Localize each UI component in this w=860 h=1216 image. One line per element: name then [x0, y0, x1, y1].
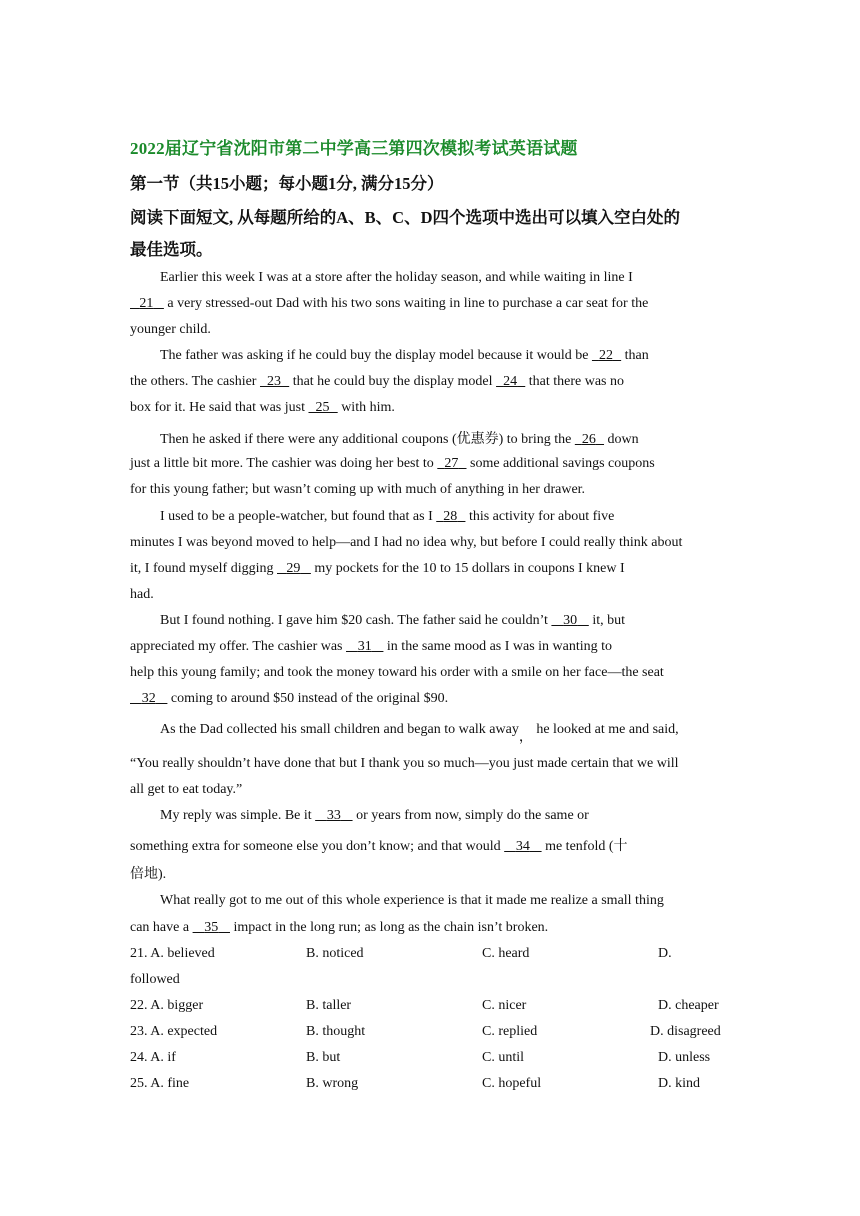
blank-33: 33	[326, 808, 341, 823]
passage-line: just a little bit more. The cashier was doing her best to 27 some additional savings coupons	[130, 456, 655, 471]
option-a: 23. A. expected	[130, 1024, 218, 1039]
passage-line: something extra for someone else you don’t know; and that would 34 me tenfold (十	[130, 839, 628, 854]
blank-35: 35	[204, 920, 219, 935]
option-a: 24. A. if	[130, 1050, 176, 1065]
passage-line: I used to be a people-watcher, but found that as I 28 this activity for about five	[160, 509, 615, 524]
blank-22: 22	[598, 348, 613, 363]
instruction-line-2: 最佳选项。	[130, 240, 213, 259]
option-a: 21. A. believed	[130, 946, 215, 961]
option-c: C. until	[482, 1050, 525, 1065]
option-d: D. disagreed	[650, 1024, 721, 1039]
passage-line: it, I found myself digging 29 my pockets for the 10 to 15 dollars in coupons I knew I	[130, 561, 625, 576]
passage-line: minutes I was beyond moved to help—and I had no idea why, but before I could really think about	[130, 535, 683, 550]
passage-line: for this young father; but wasn’t coming up with much of anything in her drawer.	[130, 482, 586, 497]
blank-34: 34	[515, 839, 530, 854]
passage-line: had.	[130, 587, 154, 602]
blank-28: 28	[443, 509, 458, 524]
passage-line: the others. The cashier 23 that he could buy the display model 24 that there was no	[130, 374, 624, 389]
section-heading: 第一节（共15小题；每小题1分, 满分15分）	[130, 174, 444, 193]
blank-24: 24	[503, 374, 518, 389]
passage-line: 32 coming to around $50 instead of the original $90.	[130, 691, 448, 707]
blank-32: 32	[141, 691, 156, 706]
passage-line: Then he asked if there were any additional coupons (优惠券) to bring the 26 down	[160, 432, 639, 447]
passage-line: can have a 35 impact in the long run; as long as the chain isn’t broken.	[130, 920, 549, 935]
blank-29: 29	[286, 561, 301, 576]
document-title: 2022届辽宁省沈阳市第二中学高三第四次模拟考试英语试题	[130, 139, 578, 158]
passage-line: As the Dad collected his small children and began to walk away， he looked at me and said,	[160, 722, 679, 745]
blank-26: 26	[581, 432, 596, 447]
blank-30: 30	[563, 613, 578, 628]
option-d-wrap: followed	[130, 972, 180, 987]
blank-23: 23	[267, 374, 281, 389]
blank-27: 27	[444, 456, 459, 471]
passage-line: 21 a very stressed-out Dad with his two sons waiting in line to purchase a car seat for the	[130, 296, 648, 312]
passage-line: 倍地).	[130, 867, 167, 882]
instruction-line-1: 阅读下面短文, 从每题所给的A、B、C、D四个选项中选出可以填入空白处的	[130, 208, 681, 227]
option-a: 22. A. bigger	[130, 998, 204, 1013]
option-d: D. kind	[658, 1076, 700, 1091]
option-d: D. unless	[658, 1050, 711, 1065]
passage-line: But I found nothing. I gave him $20 cash. The father said he couldn’t 30 it, but	[160, 613, 625, 628]
option-b: B. taller	[306, 998, 352, 1013]
option-b: B. wrong	[306, 1076, 359, 1091]
blank-31: 31	[357, 639, 372, 654]
passage-line: box for it. He said that was just 25 with him.	[130, 400, 395, 415]
blank-21: 21	[139, 296, 154, 311]
option-d: D.	[658, 946, 672, 961]
option-d: D. cheaper	[658, 998, 719, 1013]
option-c: C. nicer	[482, 998, 527, 1013]
passage-line: “You really shouldn’t have done that but I thank you so much—you just made certain that we will	[130, 756, 679, 771]
option-c: C. hopeful	[482, 1076, 542, 1091]
passage-line: My reply was simple. Be it 33 or years from now, simply do the same or	[160, 808, 589, 823]
blank-25: 25	[315, 400, 330, 415]
option-c: C. replied	[482, 1024, 538, 1039]
option-b: B. but	[306, 1050, 341, 1065]
passage-line: all get to eat today.”	[130, 782, 243, 797]
option-a: 25. A. fine	[130, 1076, 190, 1091]
passage-line: The father was asking if he could buy the display model because it would be 22 than	[160, 348, 649, 363]
passage-line: What really got to me out of this whole experience is that it made me realize a small thing	[160, 893, 664, 908]
passage-line: younger child.	[130, 322, 211, 337]
option-b: B. noticed	[306, 946, 364, 961]
passage-line: Earlier this week I was at a store after the holiday season, and while waiting in line I	[160, 270, 633, 285]
option-b: B. thought	[306, 1024, 366, 1039]
passage-line: help this young family; and took the money toward his order with a smile on her face—the seat	[130, 665, 664, 680]
option-c: C. heard	[482, 946, 530, 961]
passage-line: appreciated my offer. The cashier was 31 in the same mood as I was in wanting to	[130, 639, 613, 654]
